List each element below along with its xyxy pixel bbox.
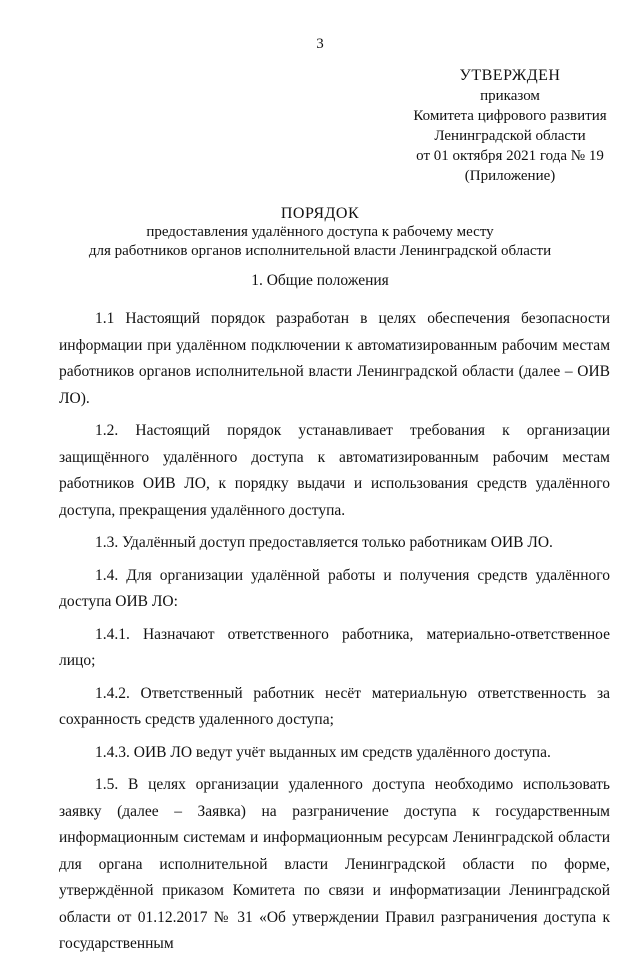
paragraph-1-4: 1.4. Для организации удалённой работы и получения средств удалённого доступа ОИВ ЛО:	[59, 566, 610, 610]
approval-stamp-block	[390, 66, 630, 186]
approval-line: (Приложение)	[464, 168, 556, 184]
document-title: ПОРЯДОК	[280, 205, 360, 222]
paragraph-1-1: 1.1 Настоящий порядок разработан в целях обеспечения безопасности информации при удалённом подключении к автоматизированным рабочим местам работников органов исполнительной власти Ленинградской области (далее – ОИВ ЛО).	[59, 310, 610, 407]
paragraph-1-5: 1.5. В целях организации удаленного доступа необходимо использовать заявку (далее – Заявка) на разграничение доступа к государственным информационным системам и информационным ресурсам Ленинградской области для органа исполнительной власти Ленинградской области по форме, утверждённой приказом Комитета по связи и информатизации Ленинградской области от 01.12.2017 № 31 «Об утверждении Правил разграничения доступа к государственным	[59, 776, 610, 952]
approval-line: Ленинградской области	[434, 128, 586, 144]
approval-line: Комитета цифрового развития	[413, 108, 607, 124]
document-heading	[0, 204, 640, 261]
page-number: 3	[316, 36, 324, 52]
paragraph-1-3: 1.3. Удалённый доступ предоставляется только работникам ОИВ ЛО.	[95, 534, 553, 551]
paragraph-1-4-3: 1.4.3. ОИВ ЛО ведут учёт выданных им средств удалённого доступа.	[95, 743, 551, 761]
approval-line: приказом	[480, 88, 540, 104]
document-subtitle-line: для работников органов исполнительной власти Ленинградской области	[88, 243, 552, 259]
approval-line: от 01 октября 2021 года № 19	[416, 148, 604, 164]
approval-title: УТВЕРЖДЕН	[459, 67, 561, 84]
section-title: 1. Общие положения	[251, 272, 389, 289]
paragraph-1-4-2: 1.4.2. Ответственный работник несёт материальную ответственность за сохранность средств удаленного доступа;	[59, 684, 610, 728]
paragraph-1-4-1: 1.4.1. Назначают ответственного работника, материально-ответственное лицо;	[59, 625, 610, 669]
paragraph-1-2: 1.2. Настоящий порядок устанавливает требования к организации защищённого удалённого доступа к автоматизированным рабочим местам работников ОИВ ЛО, к порядку выдачи и использования средств удалённого доступа, прекращения удалённого доступа.	[59, 422, 610, 519]
document-subtitle-line: предоставления удалённого доступа к рабочему месту	[146, 224, 494, 240]
document-body	[59, 306, 610, 964]
